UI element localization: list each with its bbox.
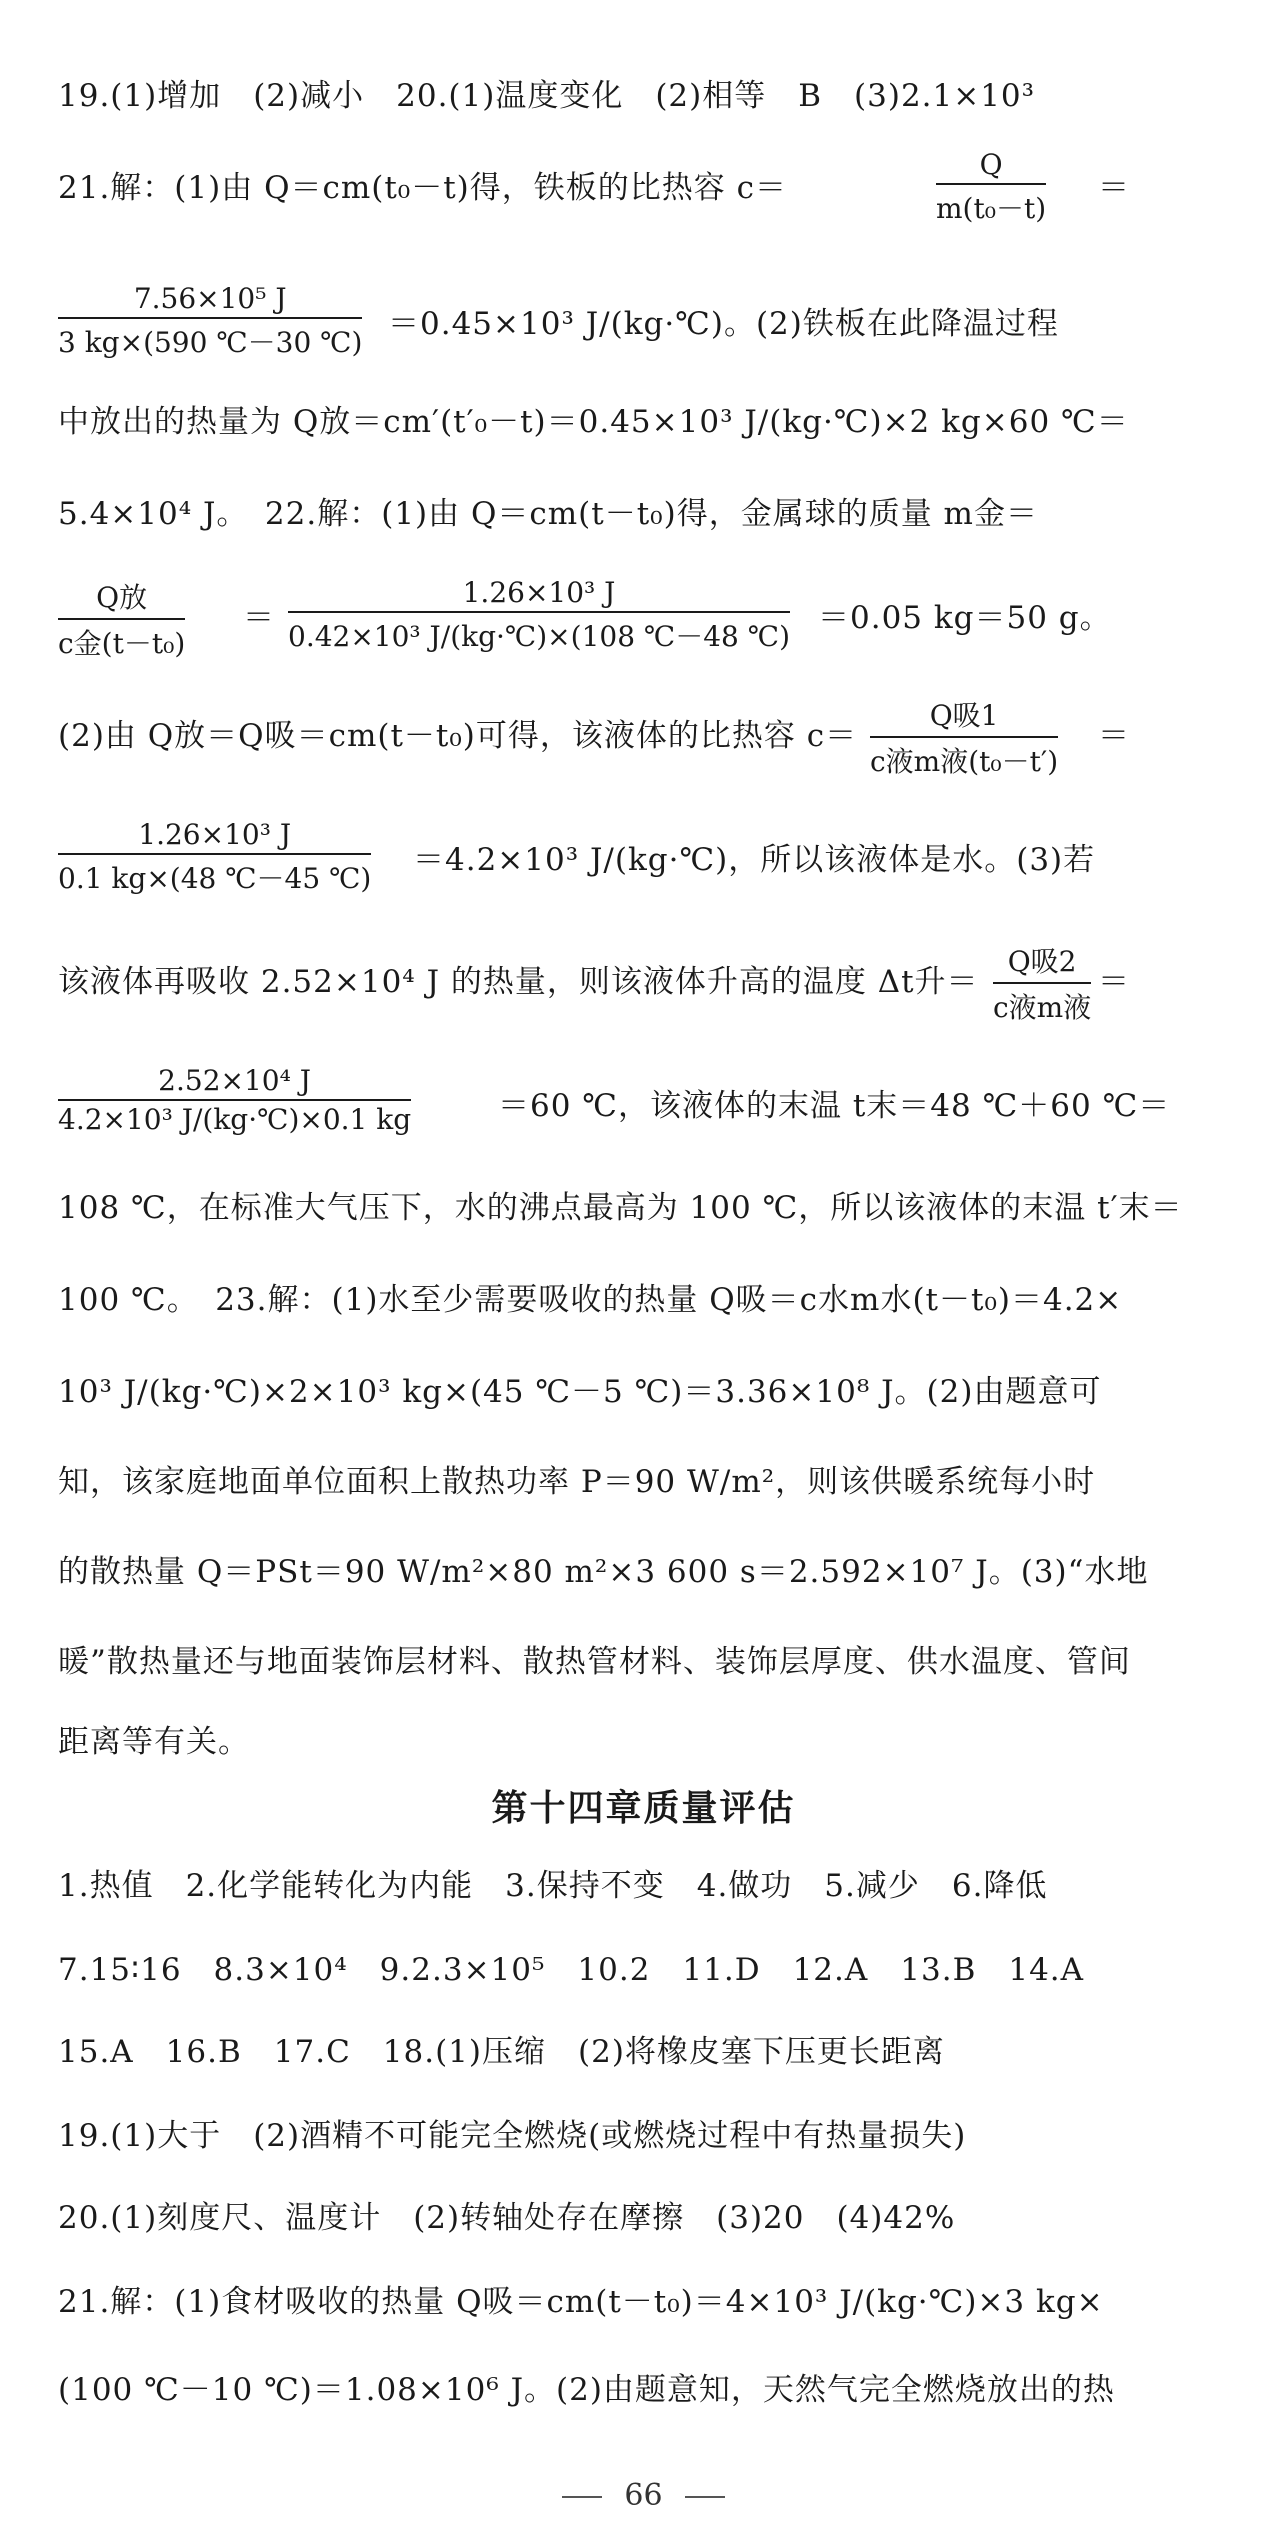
fraction-numerator: 1.26×10³ J: [58, 818, 371, 855]
equals-sign: ＝: [1098, 718, 1130, 754]
fraction-denominator: m(t₀－t): [936, 192, 1047, 225]
page-number-footer: [0, 2478, 1287, 2513]
fraction-numerator: 2.52×10⁴ J: [58, 1064, 411, 1101]
answer-line-22-boiling: 108 ℃，在标准大气压下，水的沸点最高为 100 ℃，所以该液体的末温 t′末＝: [58, 1190, 1183, 1226]
fraction-denominator: c液m液: [993, 991, 1092, 1024]
fraction-numerator: Q吸1: [870, 694, 1058, 738]
equals-sign: ＝: [1098, 964, 1130, 1000]
fraction-numerator: 1.26×10³ J: [288, 576, 790, 613]
fraction-denominator: c液m液(t₀－t′): [870, 745, 1059, 778]
fraction-row-6: [58, 940, 1130, 1030]
fraction-row-2: [58, 282, 1118, 372]
fraction-numerator: Q放: [58, 576, 185, 620]
answer-line-22-part2: (2)由 Q放＝Q吸＝cm(t－t₀)可得，该液体的比热容 c＝: [58, 718, 858, 754]
fraction-row-1: [58, 148, 1130, 238]
answer-line-22-intro: 5.4×10⁴ J。 22.解：(1)由 Q＝cm(t－t₀)得，金属球的质量 m金＝: [58, 496, 1038, 532]
answer-line-23-factors: 暖”散热量还与地面装饰层材料、散热管材料、装饰层厚度、供水温度、管间: [58, 1644, 1131, 1680]
fraction-iron-value: [58, 282, 362, 361]
fraction-c-iron: [936, 148, 1046, 227]
fraction-denominator: 0.42×10³ J/(kg·℃)×(108 ℃－48 ℃): [288, 620, 791, 653]
fraction-delta-t-value: [58, 1064, 411, 1136]
answer-line-1-6: 1.热值 2.化学能转化为内能 3.保持不变 4.做功 5.减少 6.降低: [58, 1868, 1048, 1904]
answer-line-22-part3: 该液体再吸收 2.52×10⁴ J 的热量，则该液体升高的温度 Δt升＝: [58, 964, 979, 1000]
answer-line-23-intro: 100 ℃。 23.解：(1)水至少需要吸收的热量 Q吸＝c水m水(t－t₀)＝4.2×: [58, 1282, 1123, 1318]
answer-line-7-14: 7.15∶16 8.3×10⁴ 9.2.3×10⁵ 10.2 11.D 12.A 13.B 14.A: [58, 1952, 1085, 1988]
answer-line-22-final-temp: ＝60 ℃，该液体的末温 t末＝48 ℃＋60 ℃＝: [498, 1088, 1171, 1124]
footer-rule-right: [685, 2496, 725, 2498]
equals-sign: ＝: [1098, 170, 1130, 206]
fraction-numerator: Q吸2: [993, 940, 1091, 984]
fraction-numerator: Q: [936, 148, 1046, 185]
answer-line-23-heat: 的散热量 Q＝PSt＝90 W/m²×80 m²×3 600 s＝2.592×10⁷ J。(3)“水地: [58, 1554, 1149, 1590]
fraction-liquid-c-value: [58, 818, 371, 897]
fraction-denominator: c金(t－t₀): [58, 627, 186, 660]
page-number: 66: [624, 2478, 663, 2513]
answer-line-23-power: 知，该家庭地面单位面积上散热功率 P＝90 W/m²，则该供暖系统每小时: [58, 1464, 1096, 1500]
fraction-delta-t-symbolic: [993, 940, 1091, 1026]
answer-line-21-heat: 中放出的热量为 Q放＝cm′(t′₀－t)＝0.45×10³ J/(kg·℃)×2 kg×60 ℃＝: [58, 404, 1129, 440]
answer-line-22-liquid-result: ＝4.2×10³ J/(kg·℃)，所以该液体是水。(3)若: [413, 842, 1096, 878]
answer-line-19-20: 19.(1)增加 (2)减小 20.(1)温度变化 (2)相等 B (3)2.1×10³: [58, 78, 1036, 114]
answer-line-23-calc: 10³ J/(kg·℃)×2×10³ kg×(45 ℃－5 ℃)＝3.36×10⁸ J。(2)由题意可: [58, 1374, 1102, 1410]
fraction-mass-symbolic: [58, 576, 185, 662]
fraction-denominator: 3 kg×(590 ℃－30 ℃): [58, 326, 363, 359]
answer-line-15-18: 15.A 16.B 17.C 18.(1)压缩 (2)将橡皮塞下压更长距离: [58, 2034, 945, 2070]
answer-line-21-result: ＝0.45×10³ J/(kg·℃)。(2)铁板在此降温过程: [388, 306, 1059, 342]
answer-line-21-intro: 21.解：(1)由 Q＝cm(t₀－t)得，铁板的比热容 c＝: [58, 170, 787, 206]
fraction-row-7: [58, 1064, 1171, 1154]
fraction-row-4: [58, 694, 1130, 784]
answer-line-21-gas: (100 ℃－10 ℃)＝1.08×10⁶ J。(2)由题意知，天然气完全燃烧放出的热: [58, 2372, 1115, 2408]
fraction-row-5: [58, 818, 1118, 908]
fraction-denominator: 4.2×10³ J/(kg·℃)×0.1 kg: [58, 1103, 412, 1136]
fraction-denominator: 0.1 kg×(48 ℃－45 ℃): [58, 862, 372, 895]
fraction-row-3: [58, 576, 1118, 666]
answer-line-19: 19.(1)大于 (2)酒精不可能完全燃烧(或燃烧过程中有热量损失): [58, 2118, 967, 2154]
answer-line-20: 20.(1)刻度尺、温度计 (2)转轴处存在摩擦 (3)20 (4)42%: [58, 2200, 956, 2236]
footer-rule-left: [562, 2496, 602, 2498]
answer-line-23-end: 距离等有关。: [58, 1724, 250, 1760]
fraction-numerator: 7.56×10⁵ J: [58, 282, 362, 319]
fraction-liquid-c-symbolic: [870, 694, 1058, 780]
answer-line-21-food: 21.解：(1)食材吸收的热量 Q吸＝cm(t－t₀)＝4×10³ J/(kg·℃)×3 kg×: [58, 2284, 1104, 2320]
fraction-mass-value: [288, 576, 790, 655]
section-heading: 第十四章质量评估: [491, 1787, 796, 1829]
equals-sign: ＝: [243, 600, 275, 636]
answer-line-22-mass-result: ＝0.05 kg＝50 g。: [818, 600, 1112, 636]
